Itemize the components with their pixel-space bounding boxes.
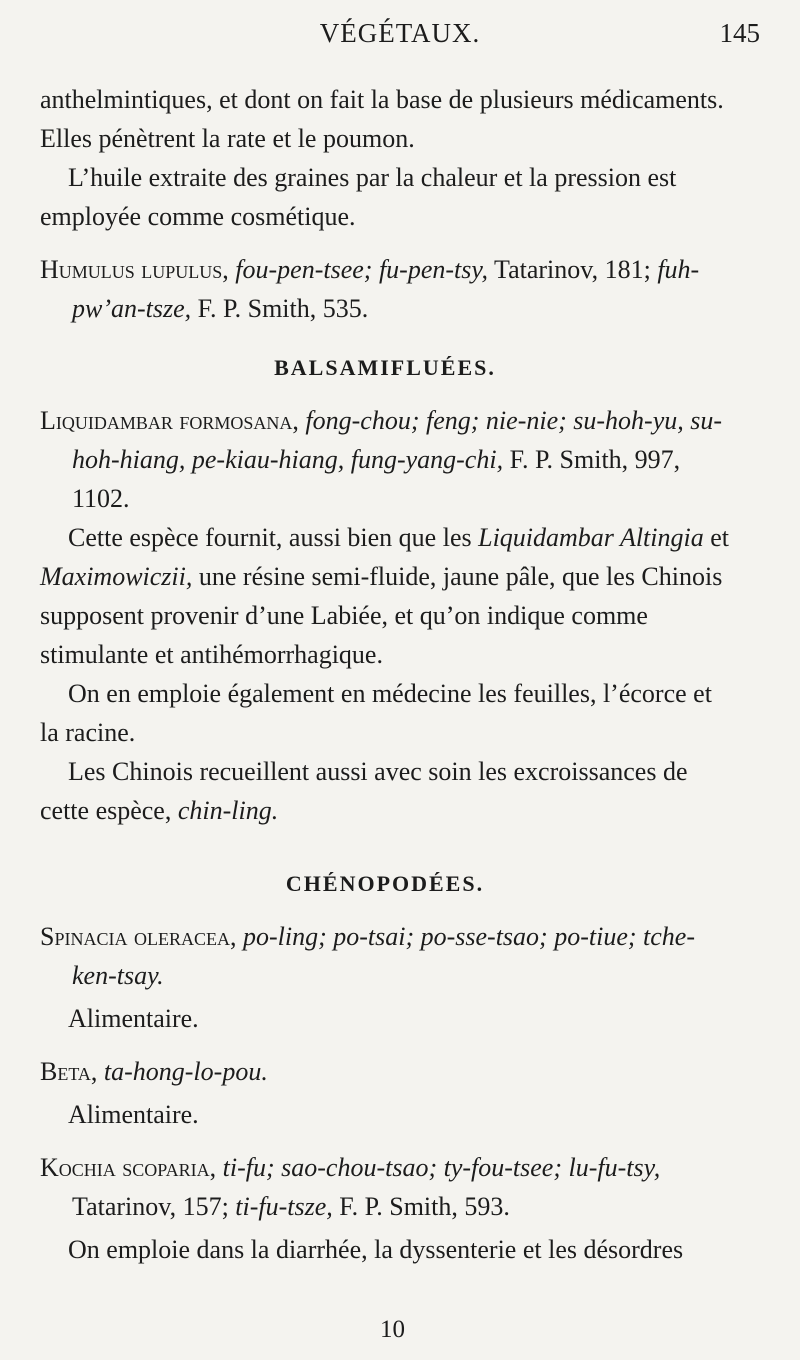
species-name: Spinacia oleracea bbox=[40, 922, 230, 951]
spacer bbox=[40, 1134, 730, 1148]
entry-spinacia: Spinacia oleracea, po-ling; po-tsai; po-sse-tsao; po-tiue; tche-ken-tsay. bbox=[40, 922, 695, 990]
species-name: Kochia scoparia bbox=[40, 1153, 210, 1182]
chinese-names: po-ling; po-tsai; po-sse-tsao; po-tiue; tche-ken-tsay. bbox=[72, 922, 695, 990]
text-run: une résine semi-fluide, jaune pâle, que les Chinois supposent provenir d’une Labiée, et qu’on indique comme stimulante et antihémorrhagique. bbox=[40, 562, 723, 669]
paragraph-continuation bbox=[40, 80, 730, 158]
paragraph-oil bbox=[40, 158, 730, 236]
signature-mark: 10 bbox=[380, 1316, 405, 1343]
paragraph-resin bbox=[40, 518, 730, 674]
entry-beta: Beta, ta-hong-lo-pou. bbox=[40, 1057, 268, 1086]
para2-line2: employée comme cosmétique. bbox=[40, 202, 356, 231]
body-text bbox=[40, 80, 730, 1269]
reference-2: F. P. Smith, 593. bbox=[339, 1192, 510, 1221]
chinese-name: chin-ling. bbox=[177, 796, 279, 825]
paragraph-excrescences bbox=[40, 752, 730, 830]
use-note: Alimentaire. bbox=[68, 1004, 199, 1033]
species-name: Liquidambar formosana bbox=[40, 406, 293, 435]
chinese-names: fong-chou; feng; nie-nie; su-hoh-yu, su-hoh-hiang, pe-kiau-hiang, fung-yang-chi, bbox=[72, 406, 723, 474]
paragraph-leaves: On en emploie également en médecine les feuilles, l’écorce et la racine. bbox=[40, 679, 712, 747]
chinese-names-2: fuh-pw’an-tsze, bbox=[72, 255, 700, 323]
text-run: Cette espèce fournit, aussi bien que les bbox=[68, 523, 479, 552]
section-heading-balsamiflues: BALSAMIFLUÉES. bbox=[274, 355, 496, 380]
paragraph-diarrhea: On emploie dans la diarrhée, la dyssenterie et les désordres bbox=[68, 1235, 684, 1264]
spacer bbox=[40, 1038, 730, 1052]
para1-line2: Elles pénètrent la rate et le poumon. bbox=[40, 124, 415, 153]
para1-line1: anthelmintiques, et dont on fait la base de plusieurs médicaments. bbox=[40, 85, 724, 114]
section-heading-chenopodees: CHÉNOPODÉES. bbox=[285, 871, 485, 896]
use-note: Alimentaire. bbox=[68, 1100, 199, 1129]
entry-liquidambar: Liquidambar formosana, fong-chou; feng; nie-nie; su-hoh-yu, su-hoh-hiang, pe-kiau-hiang, fung-yang-chi, F. P. Smith, 997, 1102. bbox=[40, 406, 723, 513]
spacer bbox=[40, 236, 730, 250]
species-name: Beta bbox=[40, 1057, 91, 1086]
page-number: 145 bbox=[719, 18, 760, 48]
reference: Tatarinov, 181; bbox=[494, 255, 651, 284]
species-ref-maximowiczii: Maximowiczii, bbox=[40, 562, 193, 591]
text-run: Les Chinois recueillent aussi avec soin les excroissances de cette espèce, bbox=[40, 757, 688, 825]
chinese-names: ti-fu; sao-chou-tsao; ty-fou-tsee; lu-fu-tsy, bbox=[222, 1153, 661, 1182]
chinese-names: ta-hong-lo-pou. bbox=[103, 1057, 268, 1086]
chinese-names: fou-pen-tsee; fu-pen-tsy, bbox=[235, 255, 488, 284]
text-run: et bbox=[703, 523, 729, 552]
entry-kochia: Kochia scoparia, ti-fu; sao-chou-tsao; ty-fou-tsee; lu-fu-tsy, Tatarinov, 157; ti-fu-tsze, F. P. Smith, 593. bbox=[40, 1153, 661, 1221]
page-header bbox=[0, 16, 800, 56]
entry-humulus: Humulus lupulus, fou-pen-tsee; fu-pen-tsy, Tatarinov, 181; fuh-pw’an-tsze, F. P. Smith, 535. bbox=[40, 255, 700, 323]
species-ref-altingia: Liquidambar Altingia bbox=[478, 523, 704, 552]
para2-line1: L’huile extraite des graines par la chaleur et la pression est bbox=[68, 163, 677, 192]
species-name: Humulus lupulus bbox=[40, 255, 223, 284]
reference-2: F. P. Smith, 535. bbox=[197, 294, 369, 323]
chinese-names-2: ti-fu-tsze, bbox=[235, 1192, 333, 1221]
reference: Tatarinov, 157; bbox=[72, 1192, 229, 1221]
running-head: VÉGÉTAUX. bbox=[319, 18, 481, 48]
reference: F. P. Smith, 997, 1102. bbox=[72, 445, 681, 513]
